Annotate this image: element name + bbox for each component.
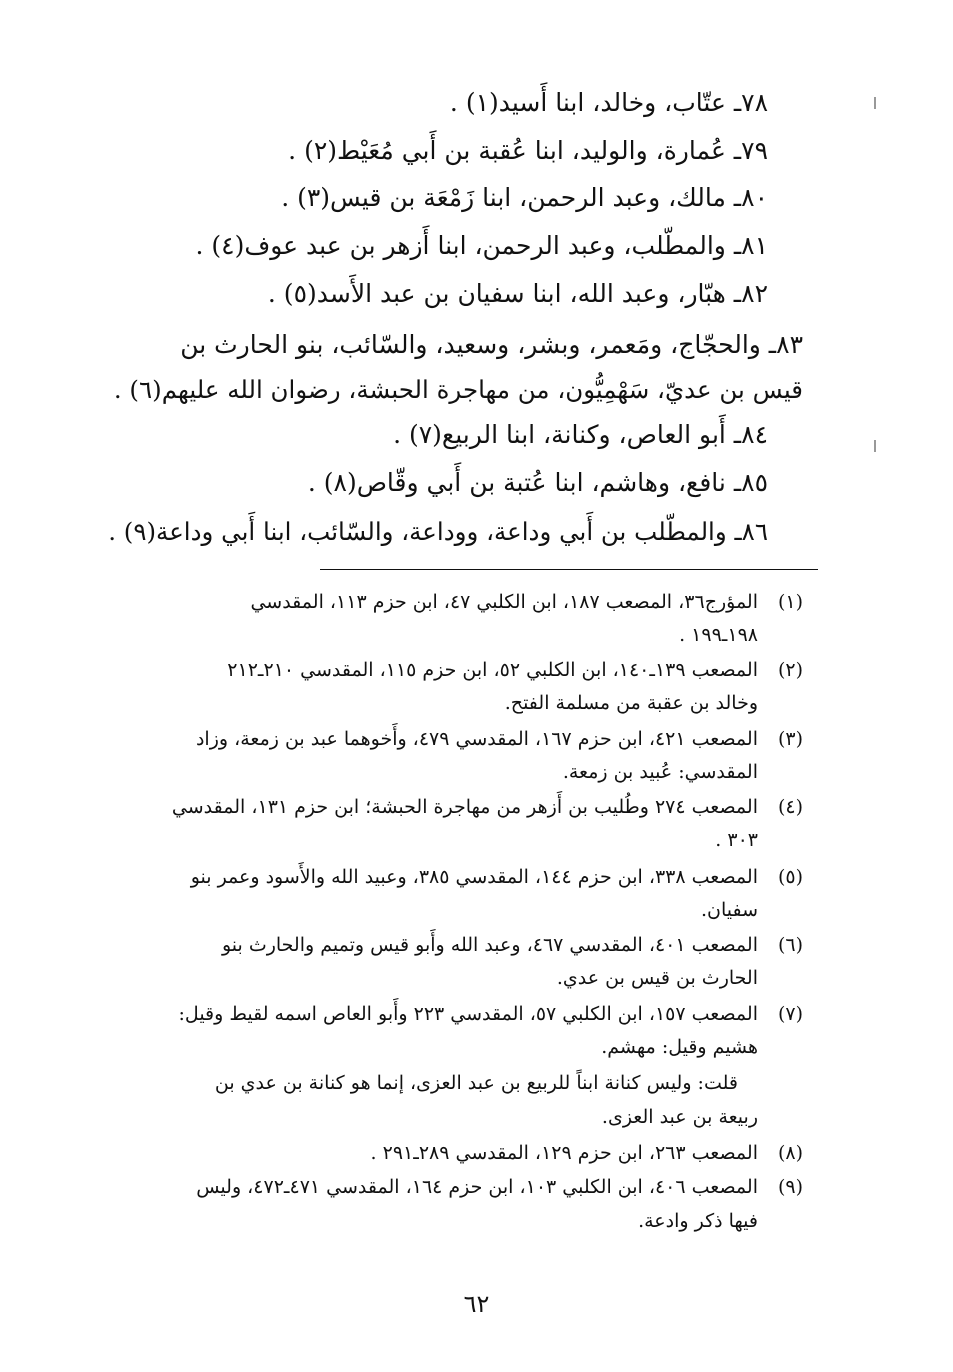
footnote-text: ٣٠٣ . — [715, 829, 758, 851]
entry-85: ٨٥ـ نافع، وهاشم، ابنا عُتبة بن أَبي وقّاص(٨) . — [307, 468, 768, 497]
scan-mark — [874, 440, 876, 452]
footnote-number: (٨) — [777, 1142, 803, 1164]
footnote-number: (٧) — [777, 1003, 803, 1025]
footnote-text: المصعب ١٣٩ـ١٤٠، ابن الكلبي ٥٢، ابن حزم ١١٥، المقدسي ٢١٠ـ٢١٢ — [227, 659, 758, 681]
footnote-number: (٩) — [777, 1176, 803, 1198]
footnote-text: المقدسي: عُبيد بن زمعة. — [562, 761, 758, 783]
footnote-text: المصعب ١٥٧، ابن الكلبي ٥٧، المقدسي ٢٢٣ وأَبو العاص اسمه لقيط وقيل: — [178, 1003, 758, 1025]
footnote-number: (٢) — [777, 659, 803, 681]
footnote-text: المصعب ٤٠١، المقدسي ٤٦٧، وعبد الله وأَبو قيس وتميم والحارث بنو — [221, 934, 758, 956]
footnote-text: ربيعة بن عبد العزى. — [601, 1106, 758, 1128]
entry-84: ٨٤ـ أَبو العاص، وكنانة، ابنا الربيع(٧) . — [393, 420, 768, 449]
footnote-text: المصعب ٤٠٦، ابن الكلبي ١٠٣، ابن حزم ١٦٤، المقدسي ٤٧١ـ٤٧٢، وليس — [196, 1176, 758, 1198]
footnote-text: المصعب ٣٣٨، ابن حزم ١٤٤، المقدسي ٣٨٥، وعبيد الله والأَسود وعمر بنو — [190, 866, 758, 888]
footnote-text: المصعب ٢٦٣، ابن حزم ١٢٩، المقدسي ٢٨٩ـ٢٩١ . — [370, 1142, 758, 1164]
footnote-text: هشيم وقيل: مهشم. — [601, 1036, 758, 1058]
footnote-text: المصعب ٤٢١، ابن حزم ١٦٧، المقدسي ٤٧٩، وأَخوهما عبد بن زمعة، وزاد — [195, 728, 758, 750]
footnote-text: وخالد بن عقبة من مسلمة الفتح. — [504, 692, 758, 714]
footnote-text: الحارث بن قيس بن عدي. — [556, 967, 758, 989]
entry-83-line-2: قيس بن عديّ، سَهْمِيُّون، من مهاجرة الحبشة، رضوان الله عليهم(٦) . — [113, 375, 803, 404]
entry-78: ٧٨ـ عتّاب، وخالد، ابنا أَسيد(١) . — [449, 88, 768, 117]
footnote-number: (٣) — [777, 728, 803, 750]
entry-82: ٨٢ـ هبّار، وعبد الله، ابنا سفيان بن عبد الأَسد(٥) . — [267, 279, 768, 308]
page-number: ٦٢ — [463, 1290, 490, 1318]
scan-mark — [874, 97, 876, 109]
footnote-text: فيها ذكر وادعة. — [638, 1210, 758, 1232]
footnote-number: (٦) — [777, 934, 803, 956]
entry-86: ٨٦ـ والمطّلب بن أَبي وداعة، ووداعة، والسّائب، ابنا أَبي وداعة(٩) . — [108, 517, 768, 546]
footnote-number: (٤) — [777, 796, 803, 818]
footnote-separator — [320, 569, 818, 570]
footnote-number: (١) — [777, 591, 803, 613]
footnote-text: سفيان. — [700, 899, 758, 921]
footnote-number: (٥) — [777, 866, 803, 888]
entry-79: ٧٩ـ عُمارة، والوليد، ابنا عُقبة بن أَبي مُعَيْط(٢) . — [288, 136, 768, 165]
footnote-text: ١٩٨ـ١٩٩ . — [679, 624, 758, 646]
entry-83-line-1: ٨٣ـ والحجّاج، ومَعمر، وبشر، وسعيد، والسّائب، بنو الحارث بن — [180, 330, 803, 359]
entry-80: ٨٠ـ مالك، وعبد الرحمن، ابنا زَمْعَة بن قيس(٣) . — [281, 183, 768, 212]
entry-81: ٨١ـ والمطّلب، وعبد الرحمن، ابنا أَزهر بن عبد عوف(٤) . — [195, 231, 768, 260]
footnote-text: المؤرج٣٦، المصعب ١٨٧، ابن الكلبي ٤٧، ابن حزم ١١٣، المقدسي — [250, 591, 758, 613]
footnote-text: المصعب ٢٧٤ وطُليب بن أَزهر من مهاجرة الحبشة؛ ابن حزم ١٣١، المقدسي — [171, 796, 758, 818]
footnote-text: قلت: وليس كنانة ابناً للربيع بن عبد العزى، إنما هو كنانة بن عدي بن — [214, 1072, 738, 1094]
